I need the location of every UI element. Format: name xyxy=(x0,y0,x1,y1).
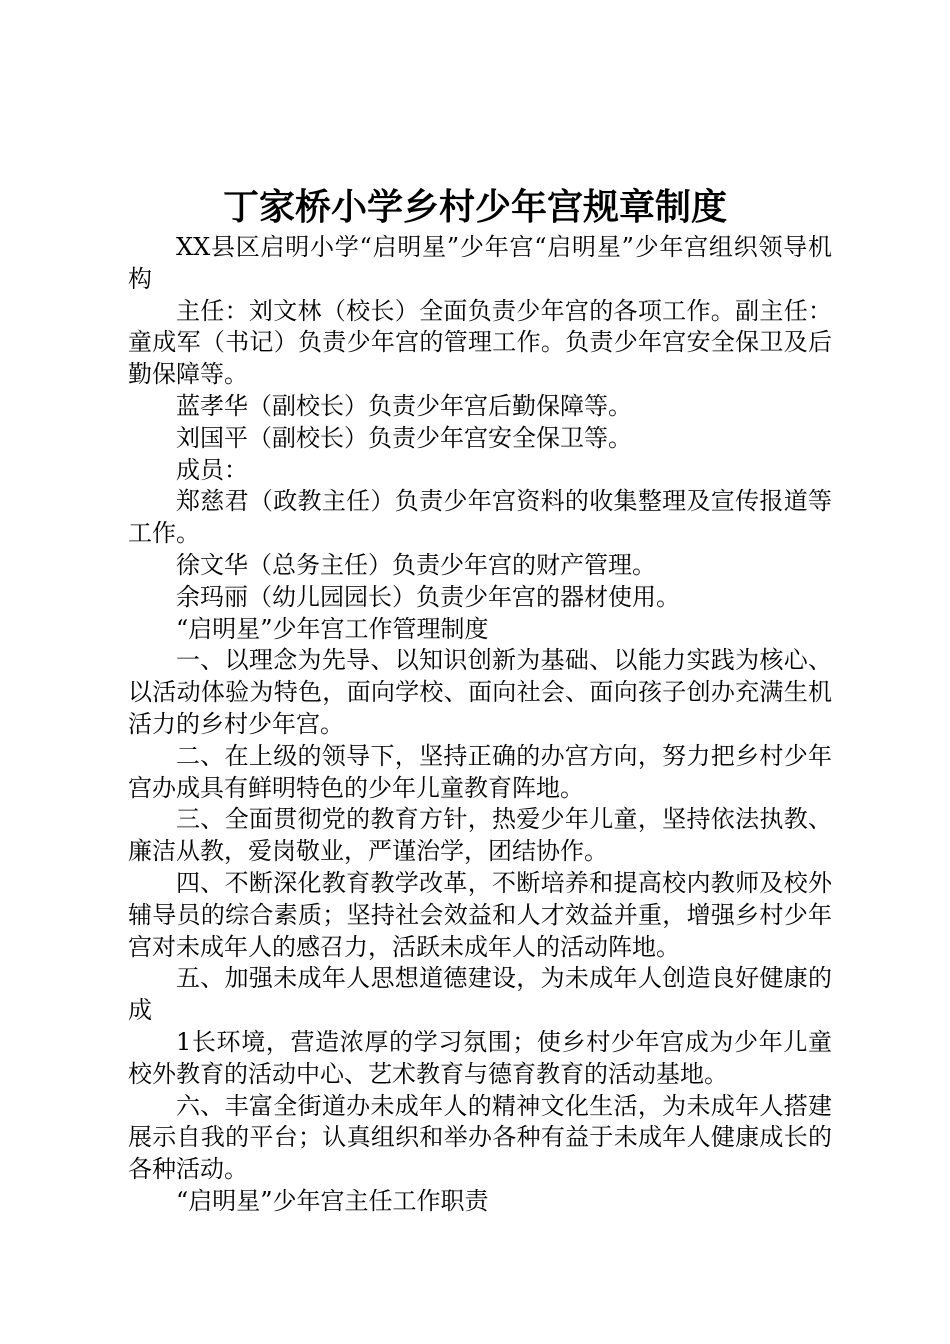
paragraph: 主任：刘文林（校长）全面负责少年宫的各项工作。副主任：童成军（书记）负责少年宫的管理工作。负责少年宫安全保卫及后勤保障等。 xyxy=(128,296,832,389)
section-heading: “启明星”少年宫工作管理制度 xyxy=(176,614,489,643)
paragraph: 成员： xyxy=(176,455,248,484)
paragraph: 余玛丽（幼儿园园长）负责少年宫的器材使用。 xyxy=(176,582,680,611)
document-title: 丁家桥小学乡村少年宫规章制度 xyxy=(222,187,727,228)
paragraph: 三、全面贯彻党的教育方针，热爱少年儿童，坚持依法执教、廉洁从教，爱岗敬业，严谨治学，团结协作。 xyxy=(128,805,832,866)
paragraph: XX县区启明小学“启明星”少年宫“启明星”少年宫组织领导机构 xyxy=(128,233,832,293)
paragraph: 郑慈君（政教主任）负责少年宫资料的收集整理及宣传报道等工作。 xyxy=(128,487,832,548)
paragraph: 六、丰富全街道办未成年人的精神文化生活，为未成年人搭建展示自我的平台；认真组织和举办各种有益于未成年人健康成长的各种活动。 xyxy=(128,1091,832,1184)
section-heading: “启明星”少年宫主任工作职责 xyxy=(176,1186,489,1215)
paragraph: 一、以理念为先导、以知识创新为基础、以能力实践为核心、以活动体验为特色，面向学校、面向社会、面向孩子创办充满生机活力的乡村少年宫。 xyxy=(128,646,832,738)
paragraph: 徐文华（总务主任）负责少年宫的财产管理。 xyxy=(176,550,656,579)
paragraph: 五、加强未成年人思想道德建设，为未成年人创造良好健康的成 xyxy=(128,964,832,1025)
paragraph: 二、在上级的领导下，坚持正确的办宫方向，努力把乡村少年宫办成具有鲜明特色的少年儿童教育阵地。 xyxy=(128,741,832,802)
paragraph: 1长环境，营造浓厚的学习氛围；使乡村少年宫成为少年儿童校外教育的活动中心、艺术教育与德育教育的活动基地。 xyxy=(128,1027,832,1088)
paragraph: 刘国平（副校长）负责少年宫安全保卫等。 xyxy=(176,423,632,452)
document-body xyxy=(128,232,832,1218)
paragraph: 蓝孝华（副校长）负责少年宫后勤保障等。 xyxy=(176,391,632,420)
paragraph: 四、不断深化教育教学改革，不断培养和提高校内教师及校外辅导员的综合素质；坚持社会效益和人才效益并重，增强乡村少年宫对未成年人的感召力，活跃未成年人的活动阵地。 xyxy=(128,868,832,961)
